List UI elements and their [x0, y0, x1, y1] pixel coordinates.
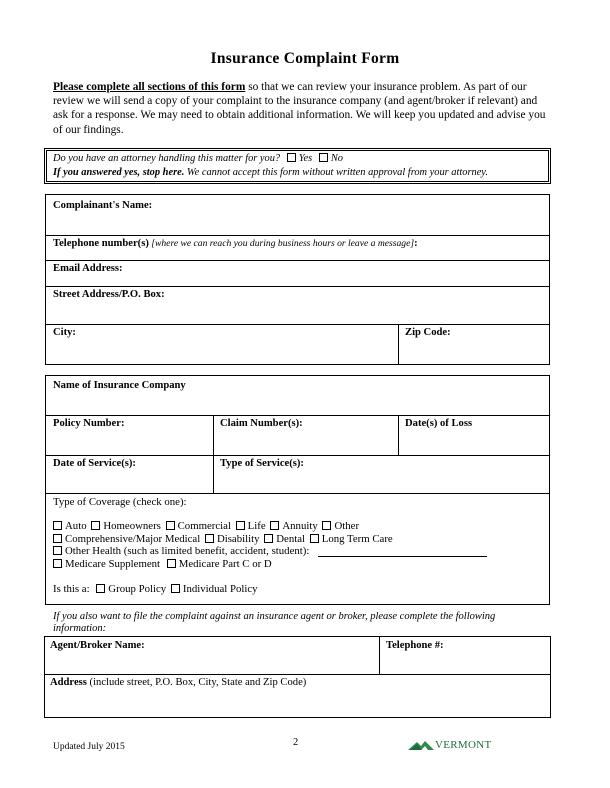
auto-label: Auto	[65, 520, 87, 532]
zip-label: Zip Code:	[405, 327, 451, 338]
divider	[213, 415, 214, 493]
life-checkbox[interactable]	[236, 521, 245, 530]
other-health-checkbox[interactable]	[53, 546, 62, 555]
mountain-icon	[408, 739, 434, 751]
date-of-loss-label: Date(s) of Loss	[405, 418, 473, 429]
attorney-stop-row	[53, 167, 488, 178]
attorney-question: Do you have an attorney handling this matter for you?	[53, 153, 281, 164]
intro-emphasis: Please complete all sections of this form	[53, 81, 246, 93]
long-term-care-checkbox[interactable]	[310, 534, 319, 543]
divider	[45, 415, 550, 416]
attorney-question-row	[53, 153, 343, 164]
agent-note: If you also want to file the complaint against an insurance agent or broker, please complete the following information:	[53, 611, 496, 634]
coverage-row-4	[53, 558, 272, 570]
medicare-part-cd-label: Medicare Part C or D	[178, 558, 272, 570]
other-health-input-line[interactable]	[318, 556, 487, 557]
life-label: Life	[247, 520, 266, 532]
coverage-row-3	[53, 545, 309, 557]
individual-policy-label: Individual Policy	[182, 583, 258, 595]
other-checkbox[interactable]	[322, 521, 331, 530]
dental-label: Dental	[276, 533, 306, 545]
city-label: City:	[53, 327, 76, 338]
service-type-label: Type of Service(s):	[220, 458, 304, 469]
divider	[44, 674, 551, 675]
other-health-label: Other Health (such as limited benefit, accident, student):	[65, 545, 310, 557]
coverage-row-2	[53, 533, 393, 545]
medicare-supplement-label: Medicare Supplement	[65, 558, 161, 570]
attorney-no-label: No	[330, 153, 343, 164]
complainant-phone-note: [where we can reach you during business hours or leave a message]	[148, 238, 415, 249]
divider	[45, 324, 550, 325]
agent-address-label: Address	[50, 677, 87, 688]
attorney-yes-checkbox[interactable]	[287, 153, 296, 162]
coverage-label: Type of Coverage (check one):	[53, 496, 187, 508]
commercial-checkbox[interactable]	[166, 521, 175, 530]
medicare-supplement-checkbox[interactable]	[53, 559, 62, 568]
agent-phone-label: Telephone #:	[386, 640, 444, 651]
attorney-stop-bold: If you answered yes, stop here.	[53, 167, 185, 178]
homeowners-label: Homeowners	[103, 520, 161, 532]
long-term-care-label: Long Term Care	[321, 533, 393, 545]
page-title: Insurance Complaint Form	[210, 50, 400, 67]
attorney-yes-label: Yes	[298, 153, 313, 164]
divider	[45, 286, 550, 287]
footer-updated: Updated July 2015	[53, 742, 125, 752]
divider	[398, 324, 399, 365]
complainant-phone-row	[53, 238, 418, 249]
disability-checkbox[interactable]	[205, 534, 214, 543]
agent-address-row	[50, 677, 306, 688]
intro-text: so that we can review your insurance problem. As part of our review we will send a copy of your complaint to the insurance company (and agent/broker if relevant) and ask for a response. We may need to obtain additional information. We will keep you updated and advise you of our findings.	[53, 81, 546, 136]
annuity-label: Annuity	[282, 520, 318, 532]
complainant-phone-label: Telephone number(s)	[53, 238, 149, 249]
claim-number-label: Claim Number(s):	[220, 418, 303, 429]
individual-policy-checkbox[interactable]	[171, 584, 180, 593]
vermont-logo-text: VERMONT	[435, 739, 492, 751]
coverage-row-1	[53, 520, 359, 532]
policy-number-label: Policy Number:	[53, 418, 125, 429]
complainant-phone-colon: :	[414, 238, 418, 249]
medicare-part-cd-checkbox[interactable]	[167, 559, 176, 568]
divider	[45, 455, 550, 456]
complainant-name-label: Complainant's Name:	[53, 200, 153, 211]
divider	[379, 636, 380, 674]
auto-checkbox[interactable]	[53, 521, 62, 530]
comprehensive-checkbox[interactable]	[53, 534, 62, 543]
insurance-company-label: Name of Insurance Company	[53, 380, 186, 391]
divider	[398, 415, 399, 455]
agent-address-note: (include street, P.O. Box, City, State and Zip Code)	[86, 677, 307, 688]
comprehensive-label: Comprehensive/Major Medical	[65, 533, 201, 545]
policy-type-row	[53, 583, 258, 595]
group-policy-label: Group Policy	[108, 583, 167, 595]
divider	[45, 493, 550, 494]
dental-checkbox[interactable]	[264, 534, 273, 543]
insurance-box	[45, 375, 550, 605]
homeowners-checkbox[interactable]	[91, 521, 100, 530]
divider	[45, 260, 550, 261]
service-date-label: Date of Service(s):	[53, 458, 136, 469]
attorney-no-checkbox[interactable]	[319, 153, 328, 162]
group-policy-checkbox[interactable]	[96, 584, 105, 593]
vermont-logo	[408, 738, 498, 754]
page-number: 2	[293, 737, 299, 748]
disability-label: Disability	[216, 533, 260, 545]
divider	[45, 235, 550, 236]
agent-name-label: Agent/Broker Name:	[50, 640, 145, 651]
other-label: Other	[334, 520, 360, 532]
commercial-label: Commercial	[177, 520, 231, 532]
street-label: Street Address/P.O. Box:	[53, 289, 165, 300]
is-this-label: Is this a:	[53, 583, 90, 595]
attorney-stop-text: We cannot accept this form without written approval from your attorney.	[184, 167, 488, 178]
intro-paragraph	[53, 80, 553, 137]
complainant-box	[45, 194, 550, 365]
email-label: Email Address:	[53, 263, 123, 274]
annuity-checkbox[interactable]	[270, 521, 279, 530]
